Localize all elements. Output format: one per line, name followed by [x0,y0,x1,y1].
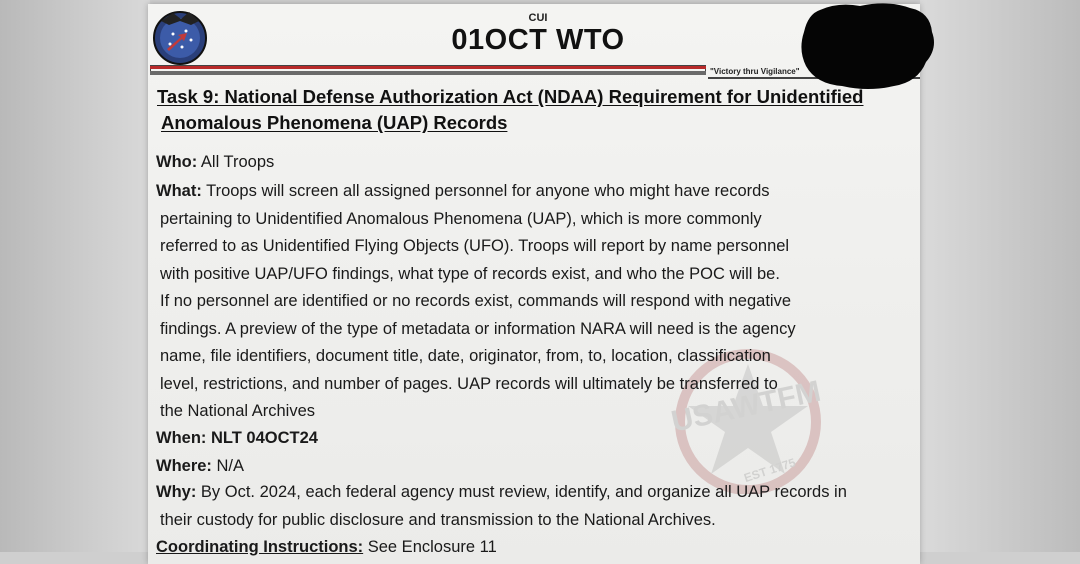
redaction-blot [798,2,938,90]
what-line: name, file identifiers, document title, date, originator, from, to, location, classification [160,347,771,365]
what-line: pertaining to Unidentified Anomalous Phenomena (UAP), which is more commonly [160,209,762,228]
watermark-est: EST 1775 [742,455,798,486]
what-label: What: [156,182,202,200]
what-line: the National Archives [160,402,316,420]
task-heading [157,84,917,136]
motto-text: "Victory thru Vigilance" [710,67,800,76]
what-line: referred to as Unidentified Flying Objects (UFO). Troops will report by name personnel [160,237,790,255]
what-line: with positive UAP/UFO findings, what type of records exist, and who the POC will be. [160,264,780,283]
header-rule-red [150,66,706,69]
what-field [156,178,796,426]
document-title: 01OCT WTO [451,24,625,56]
who-field [156,149,274,177]
background-left [0,0,150,552]
watermark-text: USAWTFM [668,374,824,439]
background-right [920,0,1080,552]
when-value: NLT 04OCT24 [206,429,318,447]
task-heading-line2: Anomalous Phenomena (UAP) Records [161,112,508,133]
why-label: Why: [156,483,197,501]
when-field [156,425,318,453]
what-line: level, restrictions, and number of pages. UAP records will ultimately be transferred to [160,374,778,393]
classification-marking: CUI [528,12,548,24]
where-label: Where: [156,457,212,475]
where-field [156,453,244,481]
why-line: their custody for public disclosure and transmission to the National Archives. [160,510,716,529]
what-line: Troops will screen all assigned personnel for anyone who might have records [201,182,770,200]
what-line: findings. A preview of the type of metadata or information NARA will need is the agency [160,319,796,338]
header-rule-gray [150,71,706,75]
who-label: Who: [156,153,198,171]
task-heading-line1: Task 9: National Defense Authorization Act (NDAA) Requirement for Unidentified [157,86,864,107]
coordinating-field [156,534,497,562]
where-value: N/A [211,457,245,475]
what-line: If no personnel are identified or no records exist, commands will respond with negative [160,292,791,310]
why-field [156,479,847,534]
coordinating-label: Coordinating Instructions: [156,538,364,556]
coordinating-value: See Enclosure 11 [363,538,497,556]
who-value: All Troops [197,153,275,171]
when-label: When: [156,429,207,447]
why-line: By Oct. 2024, each federal agency must review, identify, and organize all UAP records in [196,483,847,501]
